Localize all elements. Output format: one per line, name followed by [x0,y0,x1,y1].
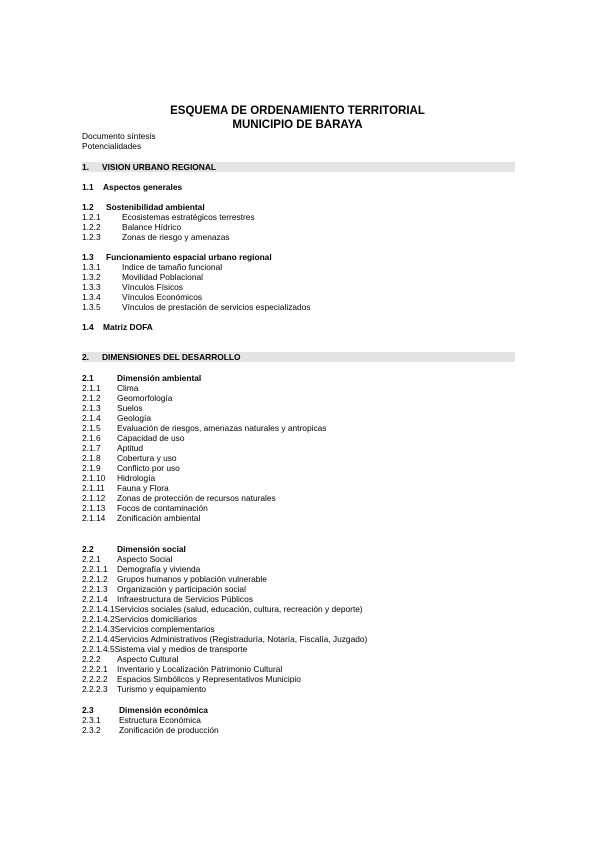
list-item-label: Turismo y equipamiento [117,684,207,694]
list-item [82,564,200,574]
list-item [82,272,203,282]
list-item-label: Demografía y vivienda [117,564,201,574]
list-item-label: Servicios domiciliarios [114,614,197,624]
list-item-number: 2.2.1.4.2 [82,614,115,624]
list-item [82,483,169,493]
list-item-number: 2.2.1.4.1 [82,604,115,614]
list-item-number: 2.2.1.4 [82,594,108,604]
list-item-label: Espacios Simbólicos y Representativos Municipio [117,674,301,684]
list-item-number: 2.2.1 [82,554,101,564]
list-item [82,654,178,664]
list-item [82,292,202,302]
list-item-number: 2.3.2 [82,725,101,735]
list-item [82,725,219,735]
list-item [82,664,282,674]
heading-2-1-label: Dimensión ambiental [117,373,202,383]
section-2-heading [82,352,241,362]
list-item-label: Suelos [117,403,143,413]
list-item-number: 2.1.3 [82,403,101,413]
section-2-label: DIMENSIONES DEL DESARROLLO [102,352,241,362]
list-item [82,222,181,232]
list-item-label: Grupos humanos y población vulnerable [117,574,267,584]
list-item-label: Fauna y Flora [117,483,169,493]
list-item [82,493,276,503]
list-item-number: 1.2.1 [82,212,101,222]
heading-2-3-label: Dimensión económica [119,705,208,715]
heading-1-3-number: 1.3 [82,252,94,262]
list-item-label: Zonas de protección de recursos naturales [117,493,276,503]
list-item [82,212,255,222]
section-1-number: 1. [82,162,89,172]
list-item [82,715,201,725]
list-item [82,413,151,423]
list-item-label: Geomorfología [117,393,173,403]
heading-1-4-label: Matriz DOFA [103,322,153,332]
list-item-number: 2.1.5 [82,423,101,433]
list-item-number: 2.2.2.3 [82,684,108,694]
list-item-number: 2.1.9 [82,463,101,473]
list-item [82,594,253,604]
list-item [82,584,246,594]
list-item-number: 1.3.4 [82,292,101,302]
list-item [82,403,143,413]
intro-subtitle: Potencialidades [82,141,142,151]
list-item-label: Aptitud [117,443,144,453]
list-item [82,554,172,564]
list-item-label: Vínculos Económicos [122,292,203,302]
list-item-label: Conflicto por uso [117,463,180,473]
section-1-label: VISION URBANO REGIONAL [102,162,216,172]
list-item-label: Sistema vial y medios de transporte [114,644,248,654]
list-item-label: Estructura Económica [119,715,201,725]
list-item-label: Capacidad de uso [117,433,185,443]
list-item [82,393,172,403]
heading-2-3-number: 2.3 [82,705,94,715]
list-item-label: Aspecto Cultural [117,654,179,664]
list-item-number: 2.2.1.1 [82,564,108,574]
list-item-label: Evaluación de riesgos, amenazas naturales y antropicas [117,423,327,433]
list-item-label: Zonas de riesgo y amenazas [122,232,230,242]
document-title-line-1: ESQUEMA DE ORDENAMIENTO TERRITORIAL [170,105,425,117]
heading-1-3 [82,252,272,262]
list-item-number: 2.2.1.2 [82,574,108,584]
heading-1-2-number: 1.2 [82,202,94,212]
heading-1-4-number: 1.4 [82,322,94,332]
list-item-label: Servicios sociales (salud, educación, cultura, recreación y deporte) [114,604,363,614]
list-item [82,453,177,463]
list-item-number: 1.3.5 [82,302,101,312]
list-item-label: Indice de tamaño funcional [122,262,223,272]
list-item [82,433,185,443]
list-item-number: 2.1.7 [82,443,101,453]
list-item-number: 2.2.2.1 [82,664,108,674]
list-item-number: 2.1.11 [82,483,105,493]
list-item [82,262,222,272]
heading-1-1-label: Aspectos generales [103,182,183,192]
list-item-number: 2.1.10 [82,473,106,483]
list-item-number: 1.3.1 [82,262,101,272]
heading-2-2 [82,544,186,554]
list-item [82,644,247,654]
list-item-number: 1.3.2 [82,272,101,282]
heading-1-2 [82,202,205,212]
heading-1-1 [82,182,182,192]
list-item [82,674,301,684]
list-item-label: Balance Hídrico [122,222,182,232]
list-item [82,463,180,473]
list-item-number: 2.2.1.4.4 [82,634,115,644]
list-item-number: 1.3.3 [82,282,101,292]
list-item-number: 2.1.6 [82,433,101,443]
intro-document-type: Documento síntesis [82,131,156,141]
list-item-label: Cobertura y uso [117,453,177,463]
list-item-label: Vínculos Físicos [122,282,183,292]
list-item [82,684,206,694]
heading-2-3 [82,705,208,715]
list-item-number: 2.2.1.3 [82,584,108,594]
section-1-heading [82,162,216,172]
list-item-number: 2.2.2 [82,654,101,664]
heading-1-3-label: Funcionamiento espacial urbano regional [106,252,272,262]
heading-2-2-label: Dimensión social [117,544,186,554]
list-item [82,302,311,312]
list-item [82,513,200,523]
document-title-line-2: MUNICIPIO DE BARAYA [232,119,363,131]
list-item-number: 2.2.1.4.5 [82,644,115,654]
list-item-label: Zonificación de producción [119,725,219,735]
list-item-label: Inventario y Localización Patrimonio Cultural [117,664,283,674]
list-item [82,473,155,483]
list-item-label: Ecosistemas estratégicos terrestres [122,212,255,222]
list-item-label: Servicios complementarios [114,624,215,634]
list-item-number: 2.1.13 [82,503,106,513]
list-item [82,614,197,624]
heading-2-1 [82,373,201,383]
list-item-label: Vínculos de prestación de servicios especializados [122,302,311,312]
list-item-label: Servicios Administrativos (Registraduría, Notaría, Fiscalía, Juzgado) [114,634,368,644]
list-item-number: 2.1.12 [82,493,106,503]
list-item [82,574,267,584]
list-item [82,503,208,513]
list-item-label: Clima [117,383,139,393]
heading-1-1-number: 1.1 [82,182,94,192]
list-item [82,604,363,614]
list-item-number: 2.2.1.4.3 [82,624,115,634]
list-item-label: Geología [117,413,151,423]
list-item-number: 2.3.1 [82,715,101,725]
list-item-label: Infraestructura de Servicios Públicos [117,594,253,604]
list-item-number: 1.2.2 [82,222,101,232]
list-item-number: 2.1.8 [82,453,101,463]
list-item-label: Movilidad Poblacional [122,272,204,282]
list-item-number: 2.1.4 [82,413,101,423]
heading-2-2-number: 2.2 [82,544,94,554]
section-2-number: 2. [82,352,89,362]
list-item [82,282,183,292]
list-item [82,443,143,453]
list-item-label: Zonificación ambiental [117,513,201,523]
list-item-label: Organización y participación social [117,584,246,594]
list-item [82,383,138,393]
list-item-label: Focos de contaminación [117,503,208,513]
list-item-number: 2.2.2.2 [82,674,108,684]
list-item-number: 2.1.14 [82,513,106,523]
list-item-number: 2.1.1 [82,383,101,393]
list-item-number: 2.1.2 [82,393,101,403]
list-item [82,423,327,433]
list-item-label: Aspecto Social [117,554,173,564]
heading-1-4 [82,322,153,332]
list-item-number: 1.2.3 [82,232,101,242]
list-item-label: Hidrología [117,473,156,483]
list-item [82,624,215,634]
list-item [82,634,367,644]
heading-2-1-number: 2.1 [82,373,94,383]
list-item [82,232,230,242]
heading-1-2-label: Sostenibilidad ambiental [106,202,205,212]
